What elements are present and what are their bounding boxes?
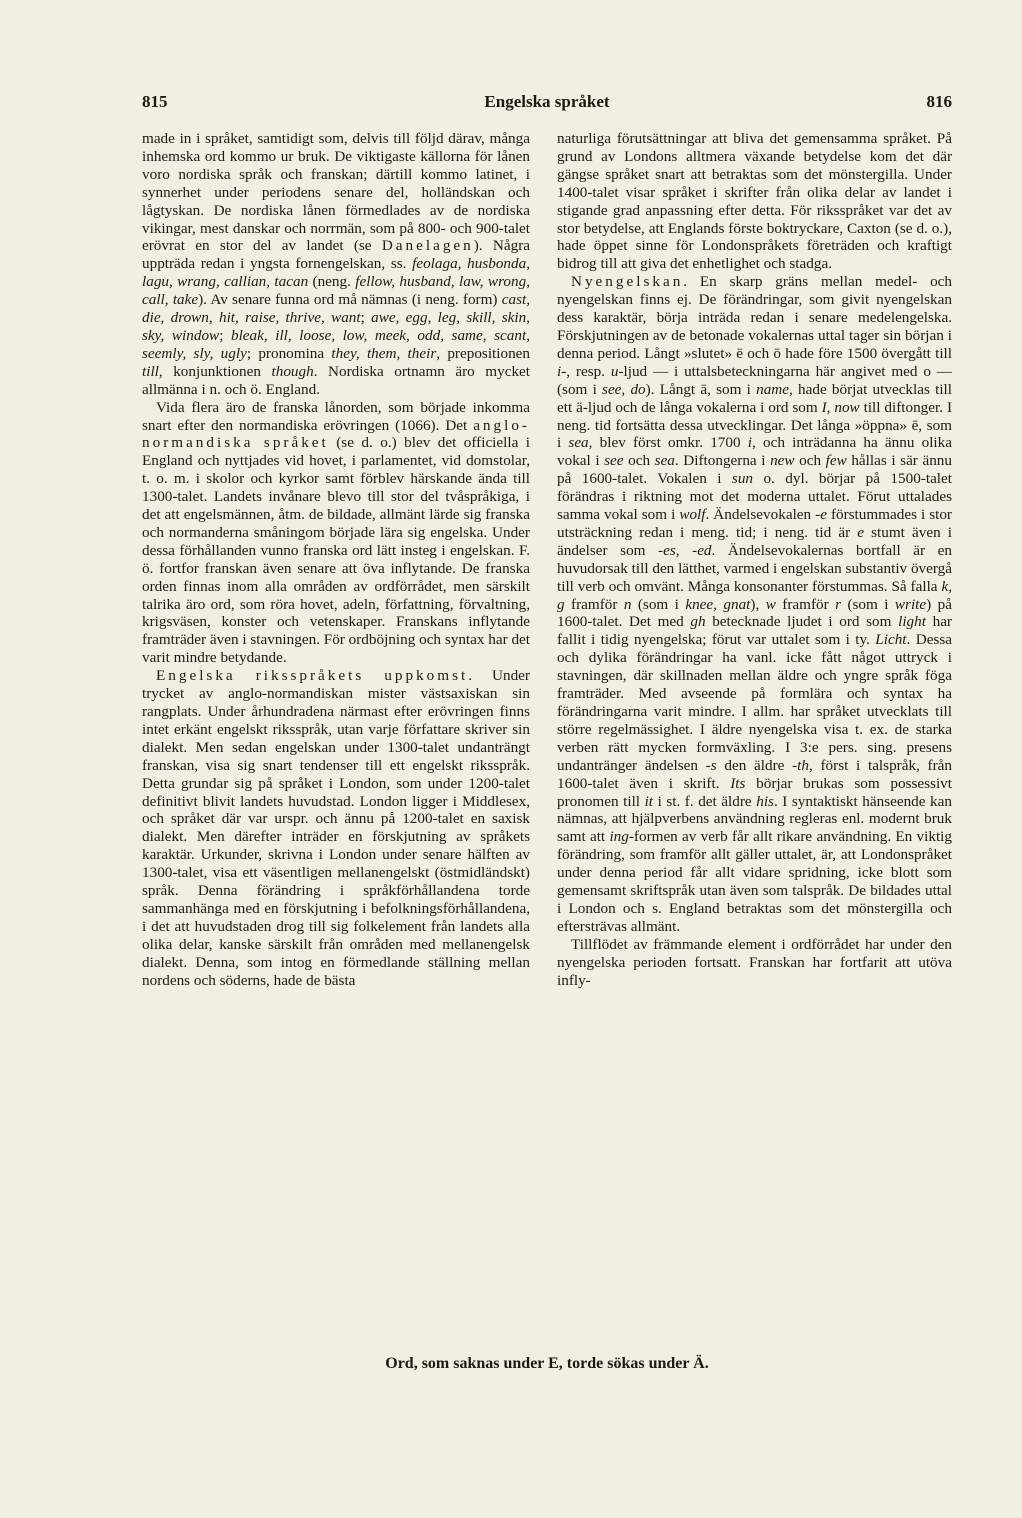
text-run: Vida flera äro de franska lånorden, som började inkomma snart efter den normandiska erövringen (1066). Det (142, 398, 530, 434)
text-run: i st. f. det äldre (653, 792, 757, 810)
text-run: Under trycket av anglo-normandiskan mister västsaxiskan sin rangplats. Under århundradena närmast efter erövringen finns intet erkänt engelskt riksspråk, utan varje författare skriver sin dialekt. Men sedan engelskan under 1300-talet undanträngt franskan, visa sig snart tendenser till ett engelskt riksspråk. Detta grundar sig på språket i London, som under 1200-talet definitivt blivit landets huvudstad. London ligger i Middlesex, och språket där var urspr. och ännu på 1200-talet en saxisk dialekt. Men därefter inträder en förskjutning av språkets karaktär. Urkunder, skrivna i London under senare hälften av 1300-talet, visa ett väsentligen mellanengelskt (östmidländskt) språk. Denna förändring i språkförhållandena torde sammanhänga med en förskjutning i befolkningsförhållandena, i det att huvudstaden drog till sig folkelement från landets alla olika delar, kanske särskilt från områden med mellanengelsk dialekt. Denna, som intog en förmedlande ställning mellan nordens och söderns, hade de bästa (142, 667, 530, 989)
text-run: , först i talspråk, från 1600-talet även i skrift. (557, 756, 953, 792)
text-run: . I syntaktiskt hänseende kan nämnas, att hjälpverbens användning regleras enl. modernt bruk samt att (557, 792, 952, 846)
text-run: framför (775, 595, 836, 613)
paragraph (142, 130, 530, 399)
italic-term: u (610, 362, 619, 380)
text-run: ) på 1600-talet. Det med (557, 595, 952, 631)
text-run: till diftonger. I neng. tid fortsätta dessa utvecklingar. Det långa »öppna» ē, som i (557, 398, 952, 452)
text-run: (som i (841, 595, 895, 613)
text-run: förstummades i stor utsträckning redan i meng. tid; i neng. tid är (557, 506, 952, 541)
text-run: , hade börjat utvecklas till ett ä-ljud och de långa vokalerna i ord som (557, 380, 952, 416)
text-run: hållas i sär ännu på 1600-talet. Vokalen i (557, 452, 952, 488)
italic-term: r (835, 595, 842, 613)
paragraph (557, 936, 952, 990)
text-run: har fallit i tidig nyengelska; förut var uttalet som i ty. (557, 613, 952, 649)
text-run: , och inträdanna ha ännu olika vokal i (557, 434, 952, 470)
text-run: -ljud — i uttalsbeteckningarna här angivet med o — (som i (557, 362, 952, 398)
text-run: (neng. (308, 273, 356, 291)
spaced-heading: Nyengelskan (571, 273, 684, 291)
page-header (142, 92, 952, 122)
italic-term: gh (690, 613, 706, 631)
italic-term: knee, gnat (685, 595, 751, 613)
italic-term: light (898, 613, 926, 631)
text-run: ; (360, 309, 372, 327)
text-run: made in i språket, samtidigt som, delvis till följd därav, många inhemska ord kommo ur bruk. De viktigaste källorna för lånen voro nordiska språk och franskan; därtill kommo latinet, i synnerhet under periodens senare del, holländskan och lågtyskan. De nordiska lånen förmedlades av de nordiska vikingar, mest danskar och norrmän, som på 800- och 900-talet erövrat en stor del av landet (se (142, 130, 530, 255)
text-run: ). Några uppträda redan i yngsta fornengelskan, ss. (142, 237, 530, 273)
text-run: och (794, 452, 826, 470)
italic-term: I, now (821, 398, 860, 416)
text-run: (som i (631, 595, 686, 613)
italic-term: ing (609, 828, 629, 846)
italic-term: see (604, 452, 624, 470)
text-run: , - (675, 541, 698, 559)
italic-term: sea (654, 452, 675, 470)
italic-term: i (747, 434, 752, 452)
text-run: -formen av verb får allt rikare användning. En viktig förändring, som framför allt gäller uttalet, är, att Londonspråket under denna period får allt vidare spridning, icke blott som gemensamt skriftspråk utan även som talspråk. De bildades uttal i London och s. England betraktas som det mönstergilla och eftersträvas allmänt. (557, 828, 952, 935)
paragraph (557, 130, 952, 273)
italic-term: e (820, 506, 827, 524)
text-run: . Dessa och dylika förändringar ha vanl. icke fått något uttryck i stavningen, där skillnaden mellan äldre och yngre språk föga framträder. Med avseende på formlära och syntax ha förändringarna varit mindre. I allm. har språket utvecklats till större regelmässighet. I äldre nyengelska visa t. ex. de starka verben rätt mycken formväxling. I 3:e pers. sing. presens undantränger ändelsen - (557, 631, 952, 774)
text-run: och (623, 452, 655, 470)
text-run: ; pronomina (246, 344, 332, 362)
spaced-heading: anglo-normandiska språket (142, 416, 530, 452)
page-number-right: 816 (926, 92, 952, 111)
italic-term: cast, die, drown, hit, raise, thrive, want (142, 291, 530, 327)
paragraph (142, 399, 530, 668)
text-run: betecknade ljudet i ord som (705, 613, 899, 631)
italic-term: sun (731, 470, 754, 488)
italic-term: Its (730, 774, 746, 792)
text-run: den äldre - (716, 756, 798, 774)
spaced-heading: Engelska riksspråkets uppkomst. (156, 667, 475, 685)
text-run: , prepositionen (436, 344, 530, 362)
italic-term: awe, egg, leg, skill, skin, sky, window (142, 309, 530, 344)
italic-term: i (557, 362, 562, 380)
text-run: (se d. o.) blev det officiella i England och nyttjades vid hovet, i parlamentet, vid domstolar, t. o. m. i skolor och kyrkor samt förblev härskande ända till 1300-talet. Landets invånare blevo till stor del tvåspråkiga, i det att engelsmännen, åtm. de bildade, allmänt lärde sig franska och normanderna småningom började lära sig engelska. Under dessa förhållanden vunno franska ord lätt insteg i engelskan. F. ö. fortfor franskan även senare att öva inflytande. De franska orden finnas inom alla områden av ordförrådet, men särskilt talrika äro ord, som röra hovet, adeln, författning, förvaltning, krigsväsen, konster och vetenskaper. Franskans inflytande framträder även i stavningen. För ordböjning och syntax har det varit mindre betydande. (142, 434, 531, 667)
italic-term: few (825, 452, 847, 470)
text-run: Tillflödet av främmande element i ordförrådet har under den nyengelska perioden fortsatt. Franskan har fortfarit att utöva infly- (557, 935, 952, 989)
text-run: . En skarp gräns mellan medel- och nyengelskan finns ej. De förändringar, som givit nyengelskan dess karaktär, börja inträda redan i senare medelengelska. Förskjutningen av de betonade vokalernas uttal tager sin början i denna period. Långt »slutet» ē och ō hade före 1500 övergått till (557, 273, 952, 362)
paragraph (557, 273, 952, 936)
italic-term: k, g (557, 577, 952, 613)
text-run: . Ändelsevokalernas bortfall är en huvudorsak till den lätthet, varmed i engelskan substantiv övergå till verb och omvänt. Många konsonanter förstummas. Så falla (557, 541, 952, 595)
italic-term: feolaga, husbonda, lagu, wrang, callian, tacan (142, 255, 530, 291)
text-run: framför (564, 595, 624, 613)
italic-term: wolf (679, 506, 706, 524)
italic-term: fellow, husband, law, wrong, call, take (142, 273, 530, 309)
text-run: . Ändelsevokalen - (705, 506, 821, 524)
italic-term: new (770, 452, 795, 470)
italic-term: bleak, ill, loose, low, meek, odd, same, scant, seemly, sly, ugly (142, 326, 530, 362)
italic-term: sea (568, 434, 589, 452)
text-run: -, resp. (561, 362, 611, 380)
text-run: ), (750, 595, 766, 613)
text-run: . Diftongerna i (674, 452, 771, 470)
italic-term: write (894, 595, 927, 613)
right-column (557, 130, 952, 990)
left-column (142, 130, 530, 990)
text-run: ; (219, 326, 231, 344)
text-run: börjar brukas som possessivt pronomen till (557, 774, 952, 810)
italic-term: es (663, 541, 676, 559)
italic-term: see, do (602, 380, 646, 398)
text-run: ). Långt ā, som i (645, 380, 757, 398)
page-footer-note: Ord, som saknas under E, torde sökas under Ä. (385, 1355, 709, 1372)
page-number-left: 815 (142, 92, 168, 111)
italic-term: Licht (875, 631, 907, 649)
text-run: . Nordiska ortnamn äro mycket allmänna i n. och ö. England. (142, 362, 530, 398)
paragraph (142, 667, 530, 989)
italic-term: they, them, their (331, 344, 437, 362)
text-run: ). Av senare funna ord må nämnas (i neng. form) (198, 291, 502, 309)
text-run: , blev först omkr. 1700 (588, 434, 748, 452)
italic-term: s (710, 756, 717, 774)
italic-term: w (765, 595, 776, 613)
running-title: Engelska språket (484, 92, 610, 111)
text-run: o. dyl. börjar på 1500-talet förändras i riktning mot det moderna uttalet. Förut uttalades samma vokal som i (557, 470, 952, 524)
text-run: naturliga förutsättningar att bliva det gemensamma språket. På grund av Londons alltmera växande betydelse kom det där gängse språket snart att betraktas som det mönstergilla. Under 1400-talet visar språket i skrifter från olika delar av landet i stigande grad anpassning efter detta. För riksspråket var det av stor betydelse, att Englands förste boktryckare, Caxton (se d. o.), hade öppet sinne för Londonspråkets företräden och kraftigt bidrog till att giva det enhetlighet och stadga. (557, 130, 952, 273)
italic-term: till (142, 362, 159, 380)
italic-term: ed (697, 541, 712, 559)
italic-term: n (623, 595, 632, 613)
italic-term: e (857, 523, 864, 541)
italic-term: his (756, 792, 774, 810)
italic-term: though (271, 362, 314, 380)
italic-term: it (644, 792, 654, 810)
text-run: stumt även i ändelser som - (557, 523, 952, 559)
italic-term: th (797, 756, 809, 774)
spaced-heading: Danelagen (381, 237, 474, 255)
text-run: , konjunktionen (158, 362, 272, 380)
italic-term: name (756, 380, 789, 398)
